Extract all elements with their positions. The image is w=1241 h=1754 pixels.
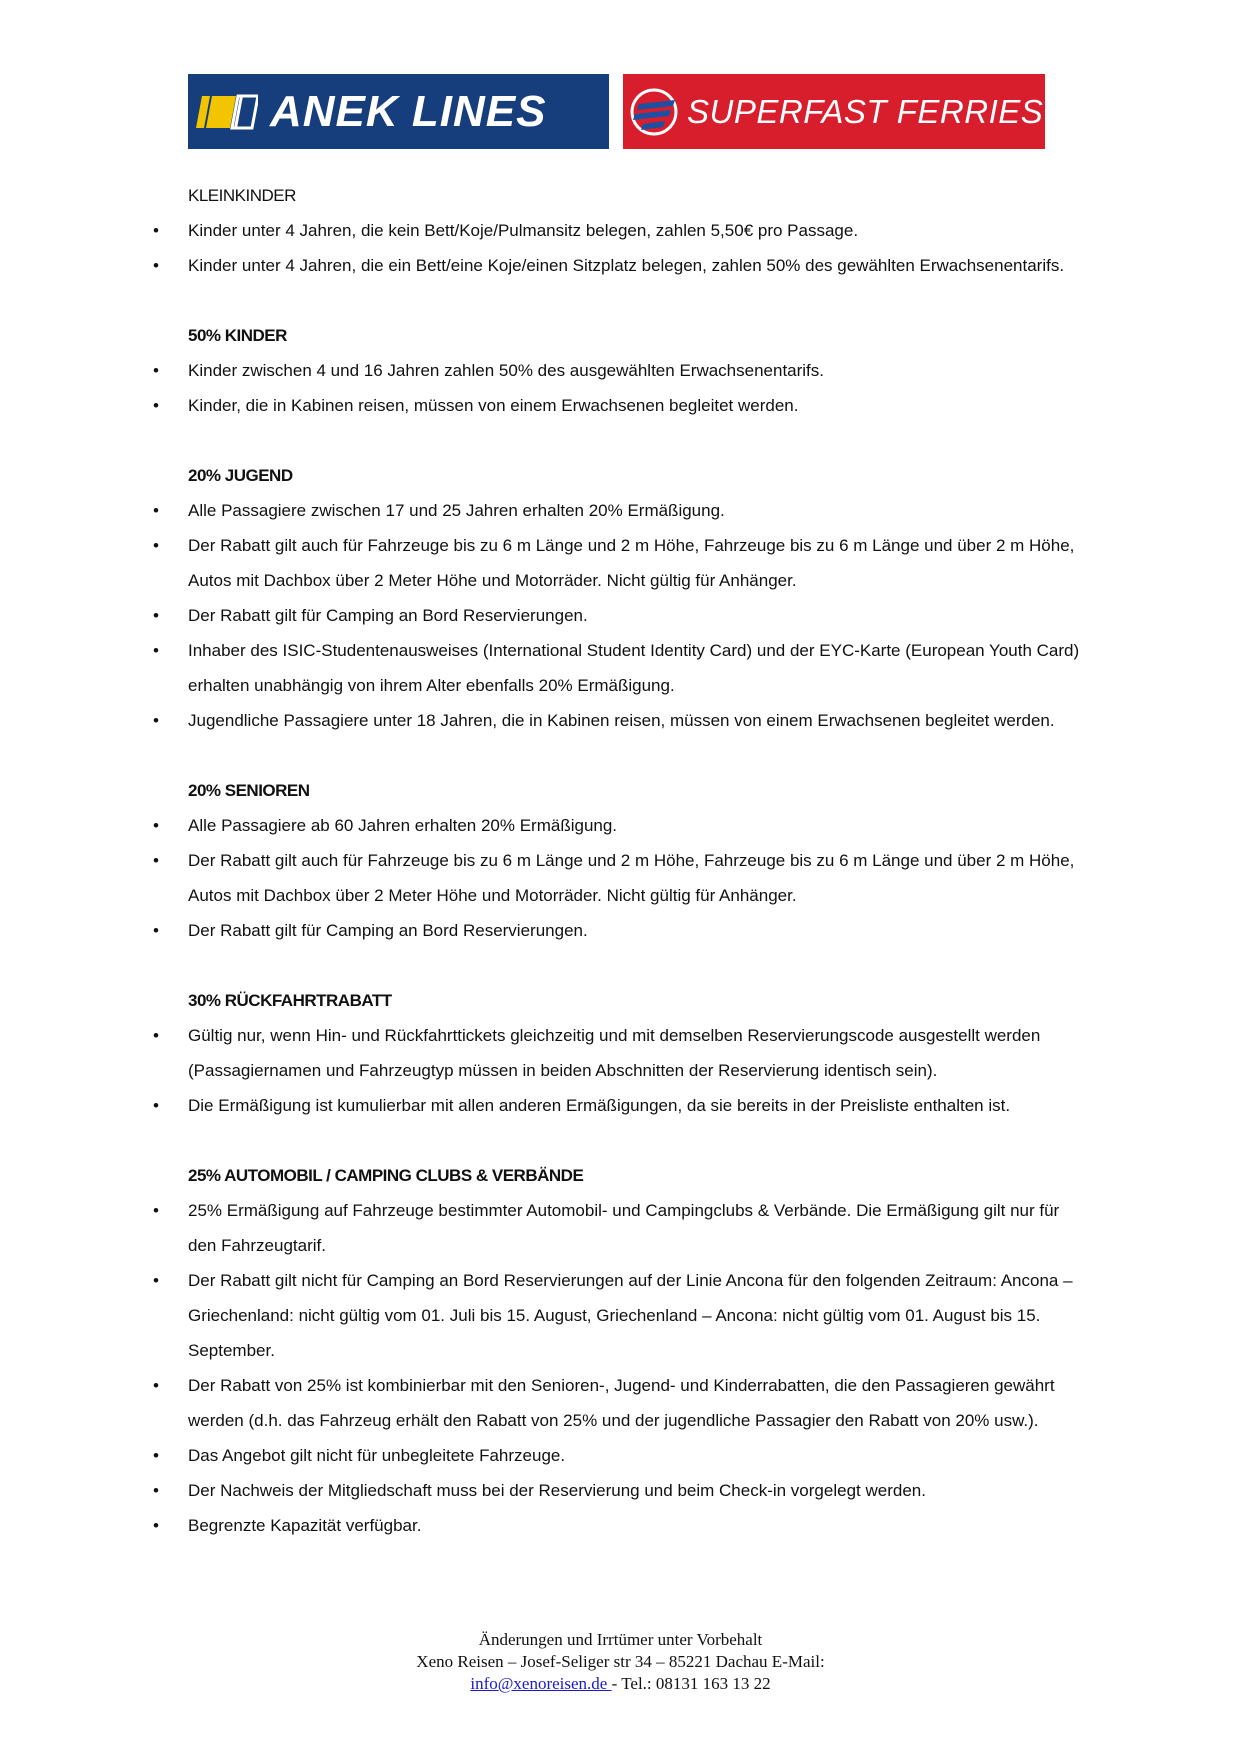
section-spacer [188,948,1088,983]
list-item [153,353,1088,388]
list-item-text: Der Rabatt gilt für Camping an Bord Reservierungen. [188,606,588,625]
list-item-text: Der Rabatt gilt auch für Fahrzeuge bis zu 6 m Länge und 2 m Höhe, Fahrzeuge bis zu 6 m Länge und über 2 m Höhe, Autos mit Dachbox über 2 Meter Höhe und Motorräder. Nicht gültig für Anhänger. [188,536,1075,590]
footer-contact [0,1673,1241,1695]
anek-stripes-icon [196,92,258,132]
bullet-list [153,493,1088,738]
bullet-icon: • [153,1271,159,1290]
list-item [153,1193,1088,1263]
superfast-logo-text: SUPERFAST FERRIES [687,92,1044,130]
superfast-ferries-logo [623,74,1045,149]
list-item [153,808,1088,843]
section-heading: KLEINKINDER [188,186,296,205]
bullet-icon: • [153,641,159,660]
section-spacer [188,283,1088,318]
bullet-list [153,353,1088,423]
section-heading: 20% SENIOREN [188,781,310,800]
list-item [153,843,1088,913]
list-item-text: Die Ermäßigung ist kumulierbar mit allen anderen Ermäßigungen, da sie bereits in der Preisliste enthalten ist. [188,1096,1011,1115]
list-item [153,1473,1088,1508]
bullet-icon: • [153,221,159,240]
list-item [153,703,1088,738]
email-link[interactable]: info@xenoreisen.de [470,1674,612,1693]
list-item-text: Kinder, die in Kabinen reisen, müssen von einem Erwachsenen begleitet werden. [188,396,799,415]
bullet-icon: • [153,606,159,625]
list-item-text: Der Rabatt von 25% ist kombinierbar mit den Senioren-, Jugend- und Kinderrabatten, die den Passagieren gewährt werden (d.h. das Fahrzeug erhält den Rabatt von 25% und der jugendliche Passagier den Rabatt von 20% usw.). [188,1376,1055,1430]
footer [0,1629,1241,1695]
list-item-text: Das Angebot gilt nicht für unbegleitete Fahrzeuge. [188,1446,566,1465]
list-item-text: Kinder unter 4 Jahren, die ein Bett/eine Koje/einen Sitzplatz belegen, zahlen 50% des gewählten Erwachsenentarifs. [188,256,1065,275]
bullet-list [153,1018,1088,1123]
footer-phone: - Tel.: 08131 163 13 22 [611,1674,771,1693]
bullet-icon: • [153,1026,159,1045]
footer-disclaimer: Änderungen und Irrtümer unter Vorbehalt [478,1630,763,1649]
list-item-text: Begrenzte Kapazität verfügbar. [188,1516,422,1535]
list-item-text: Der Rabatt gilt für Camping an Bord Reservierungen. [188,921,588,940]
list-item-text: Kinder zwischen 4 und 16 Jahren zahlen 50% des ausgewählten Erwachsenentarifs. [188,361,825,380]
list-item-text: Der Nachweis der Mitgliedschaft muss bei der Reservierung und beim Check-in vorgelegt werden. [188,1481,926,1500]
section-spacer [188,738,1088,773]
bullet-list [153,213,1088,283]
list-item [153,598,1088,633]
list-item [153,1508,1088,1543]
bullet-icon: • [153,501,159,520]
list-item-text: Kinder unter 4 Jahren, die kein Bett/Koje/Pulmansitz belegen, zahlen 5,50€ pro Passage. [188,221,859,240]
list-item [153,528,1088,598]
bullet-icon: • [153,816,159,835]
section-spacer [188,1123,1088,1158]
superfast-emblem-icon [629,84,679,140]
section-heading: 20% JUGEND [188,466,293,485]
bullet-icon: • [153,536,159,555]
section-heading: 50% KINDER [188,326,287,345]
list-item-text: Alle Passagiere ab 60 Jahren erhalten 20% Ermäßigung. [188,816,618,835]
bullet-list [153,1193,1088,1543]
section-spacer [188,423,1088,458]
list-item [153,213,1088,248]
bullet-icon: • [153,361,159,380]
list-item [153,633,1088,703]
list-item-text: Jugendliche Passagiere unter 18 Jahren, die in Kabinen reisen, müssen von einem Erwachsenen begleitet werden. [188,711,1055,730]
list-item [153,1438,1088,1473]
list-item-text: Der Rabatt gilt auch für Fahrzeuge bis zu 6 m Länge und 2 m Höhe, Fahrzeuge bis zu 6 m Länge und über 2 m Höhe, Autos mit Dachbox über 2 Meter Höhe und Motorräder. Nicht gültig für Anhänger. [188,851,1075,905]
list-item-text: Der Rabatt gilt nicht für Camping an Bord Reservierungen auf der Linie Ancona für den folgenden Zeitraum: Ancona – Griechenland: nicht gültig vom 01. Juli bis 15. August, Griechenland – Ancona: nicht gültig vom 01. August bis 15. September. [188,1271,1073,1360]
anek-logo-text: ANEK LINES [270,86,547,136]
anek-lines-logo [188,74,609,149]
list-item-text: 25% Ermäßigung auf Fahrzeuge bestimmter Automobil- und Campingclubs & Verbände. Die Ermäßigung gilt nur für den Fahrzeugtarif. [188,1201,1060,1255]
bullet-icon: • [153,851,159,870]
list-item-text: Inhaber des ISIC-Studentenausweises (International Student Identity Card) und der EYC-Karte (European Youth Card) erhalten unabhängig von ihrem Alter ebenfalls 20% Ermäßigung. [188,641,1080,695]
bullet-icon: • [153,396,159,415]
list-item [153,248,1088,283]
bullet-icon: • [153,1446,159,1465]
section-heading: 30% RÜCKFAHRTRABATT [188,991,392,1010]
list-item [153,388,1088,423]
list-item-text: Gültig nur, wenn Hin- und Rückfahrttickets gleichzeitig und mit demselben Reservierungscode ausgestellt werden (Passagiernamen und Fahrzeugtyp müssen in beiden Abschnitten der Reservierung identisch sein). [188,1026,1041,1080]
bullet-icon: • [153,1516,159,1535]
bullet-icon: • [153,256,159,275]
bullet-icon: • [153,711,159,730]
list-item [153,493,1088,528]
bullet-icon: • [153,1201,159,1220]
list-item [153,913,1088,948]
section-heading: 25% AUTOMOBIL / CAMPING CLUBS & VERBÄNDE [188,1166,584,1185]
bullet-icon: • [153,1481,159,1500]
list-item-text: Alle Passagiere zwischen 17 und 25 Jahren erhalten 20% Ermäßigung. [188,501,725,520]
bullet-icon: • [153,921,159,940]
bullet-icon: • [153,1376,159,1395]
footer-address: Xeno Reisen – Josef-Seliger str 34 – 85221 Dachau E-Mail: [416,1652,825,1671]
list-item [153,1368,1088,1438]
list-item [153,1263,1088,1368]
bullet-list [153,808,1088,948]
list-item [153,1018,1088,1088]
discount-conditions [153,178,1088,1543]
bullet-icon: • [153,1096,159,1115]
list-item [153,1088,1088,1123]
